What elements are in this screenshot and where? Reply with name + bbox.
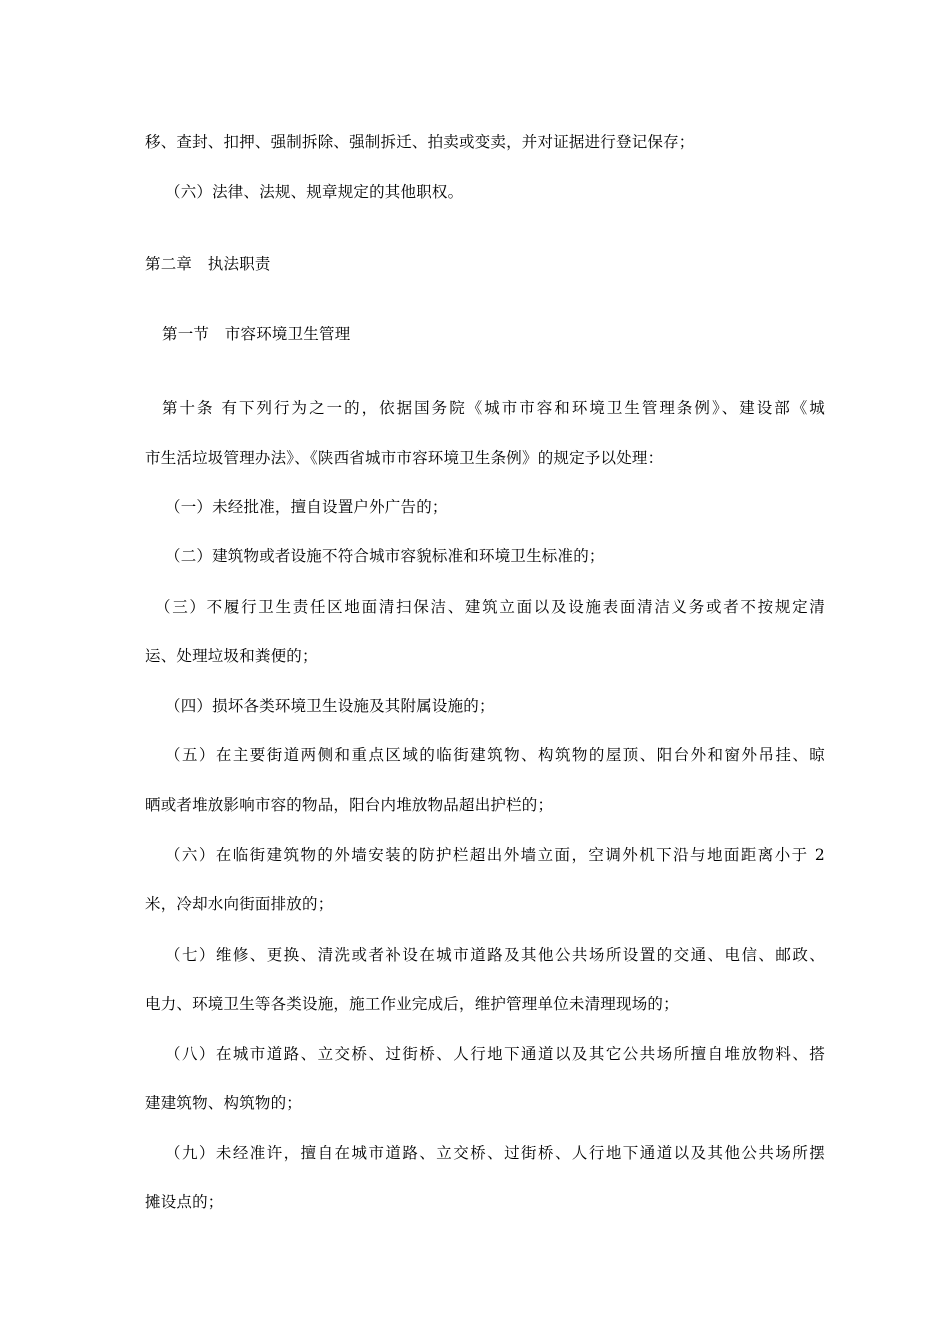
chapter-heading: 第二章 执法职责 bbox=[145, 255, 271, 273]
list-item-line: （九）未经准许，擅自在城市道路、立交桥、过街桥、人行地下通道以及其他公共场所摆 bbox=[165, 1144, 825, 1162]
article-line: 市生活垃圾管理办法》、《陕西省城市市容环境卫生条例》的规定予以处理： bbox=[145, 449, 664, 467]
article-line: 第十条 有下列行为之一的，依据国务院《城市市容和环境卫生管理条例》、建设部《城 bbox=[162, 399, 825, 417]
list-item-line: 建建筑物、构筑物的； bbox=[145, 1094, 303, 1112]
paragraph-line: （六）法律、法规、规章规定的其他职权。 bbox=[165, 183, 464, 201]
list-item-line: （三）不履行卫生责任区地面清扫保洁、建筑立面以及设施表面清洁义务或者不按规定清 bbox=[155, 598, 825, 616]
section-heading: 第一节 市容环境卫生管理 bbox=[162, 325, 351, 343]
list-item-line: （八）在城市道路、立交桥、过街桥、人行地下通道以及其它公共场所擅自堆放物料、搭 bbox=[165, 1045, 825, 1063]
list-item-line: （二）建筑物或者设施不符合城市容貌标准和环境卫生标准的； bbox=[165, 547, 605, 565]
list-item-line: （一）未经批准，擅自设置户外广告的； bbox=[165, 498, 448, 516]
list-item-line: 摊设点的； bbox=[145, 1193, 224, 1211]
list-item-line: 米，冷却水向街面排放的； bbox=[145, 895, 334, 913]
paragraph-line: 移、查封、扣押、强制拆除、强制拆迁、拍卖或变卖，并对证据进行登记保存； bbox=[145, 133, 695, 151]
list-item-line: （七）维修、更换、清洗或者补设在城市道路及其他公共场所设置的交通、电信、邮政、 bbox=[165, 946, 825, 964]
list-item-line: （五）在主要街道两侧和重点区域的临街建筑物、构筑物的屋顶、阳台外和窗外吊挂、晾 bbox=[165, 746, 825, 764]
list-item-line: 电力、环境卫生等各类设施，施工作业完成后，维护管理单位未清理现场的； bbox=[145, 995, 679, 1013]
list-item-line: 运、处理垃圾和粪便的； bbox=[145, 647, 318, 665]
list-item-line: （四）损坏各类环境卫生设施及其附属设施的； bbox=[165, 697, 495, 715]
list-item-line: 晒或者堆放影响市容的物品，阳台内堆放物品超出护栏的； bbox=[145, 796, 554, 814]
list-item-line: （六）在临街建筑物的外墙安装的防护栏超出外墙立面，空调外机下沿与地面距离小于 2 bbox=[165, 846, 825, 864]
